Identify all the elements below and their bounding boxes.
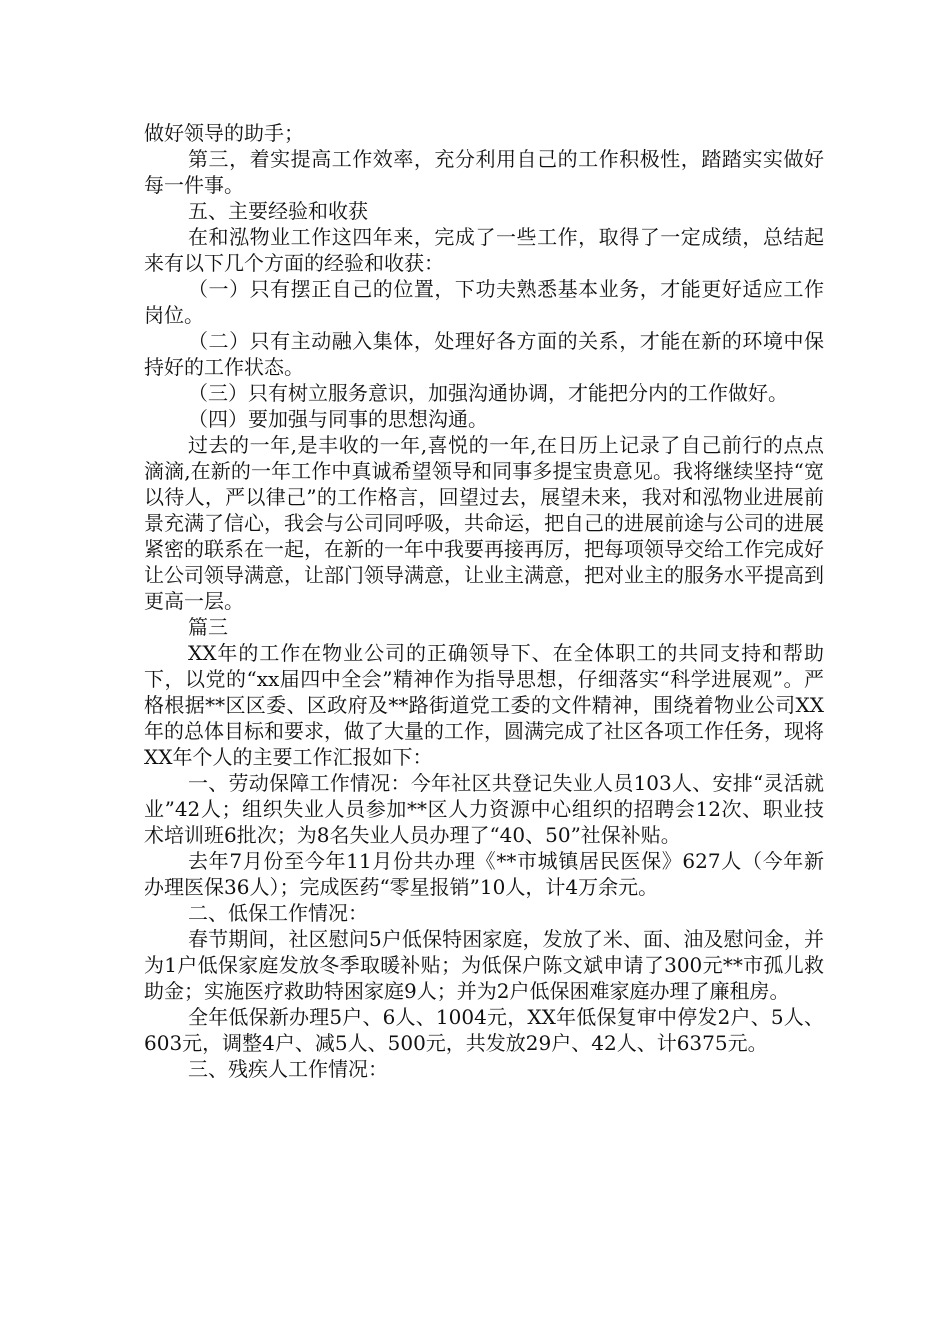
paragraph: 一、劳动保障工作情况：今年社区共登记失业人员103人、安排“灵活就业”42人；组织失业人员参加**区人力资源中心组织的招聘会12次、职业技术培训班6批次；为8名失业人员办理了“40、50”社保补贴。 — [144, 771, 824, 847]
paragraph: 过去的一年,是丰收的一年,喜悦的一年,在日历上记录了自己前行的点点滴滴,在新的一年工作中真诚希望领导和同事多提宝贵意见。我将继续坚持“宽以待人，严以律己”的工作格言，回望过去，展望未来，我对和泓物业进展前景充满了信心，我会与公司同呼吸，共命运，把自己的进展前途与公司的进展紧密的联系在一起，在新的一年中我要再接再厉，把每项领导交给工作完成好让公司领导满意，让部门领导满意，让业主满意，把对业主的服务水平提高到更高一层。 — [144, 433, 824, 613]
paragraph: 第三，着实提高工作效率，充分利用自己的工作积极性，踏踏实实做好每一件事。 — [144, 147, 824, 197]
paragraph: 做好领导的助手； — [144, 121, 304, 145]
section-heading: 篇三 — [188, 615, 228, 639]
list-item: （三）只有树立服务意识，加强沟通协调，才能把分内的工作做好。 — [188, 381, 788, 405]
paragraph: 在和泓物业工作这四年来，完成了一些工作，取得了一定成绩，总结起来有以下几个方面的经验和收获： — [144, 225, 824, 275]
paragraph: 去年7月份至今年11月份共办理《**市城镇居民医保》627人（今年新办理医保36人）；完成医药“零星报销”10人，计4万余元。 — [144, 849, 824, 899]
paragraph: XX年的工作在物业公司的正确领导下、在全体职工的共同支持和帮助下，以党的“xx届四中全会”精神作为指导思想，仔细落实“科学进展观”。严格根据**区区委、区政府及**路街道党工委的文件精神，围绕着物业公司XX年的总体目标和要求，做了大量的工作，圆满完成了社区各项工作任务，现将XX年个人的主要工作汇报如下： — [144, 641, 824, 769]
list-item: （一）只有摆正自己的位置，下功夫熟悉基本业务，才能更好适应工作岗位。 — [144, 277, 824, 327]
section-heading: 五、主要经验和收获 — [188, 199, 368, 223]
document-page — [144, 120, 824, 1082]
paragraph: 春节期间，社区慰问5户低保特困家庭，发放了米、面、油及慰问金，并为1户低保家庭发放冬季取暖补贴；为低保户陈文斌申请了300元**市孤儿救助金；实施医疗救助特困家庭9人；并为2户低保困难家庭办理了廉租房。 — [144, 927, 824, 1003]
section-heading: 二、低保工作情况： — [188, 901, 368, 925]
list-item: （二）只有主动融入集体，处理好各方面的关系，才能在新的环境中保持好的工作状态。 — [144, 329, 824, 379]
list-item: （四）要加强与同事的思想沟通。 — [188, 407, 488, 431]
section-heading: 三、残疾人工作情况： — [188, 1057, 388, 1081]
paragraph: 全年低保新办理5户、6人、1004元，XX年低保复审中停发2户、5人、603元，调整4户、减5人、500元，共发放29户、42人、计6375元。 — [144, 1005, 824, 1055]
